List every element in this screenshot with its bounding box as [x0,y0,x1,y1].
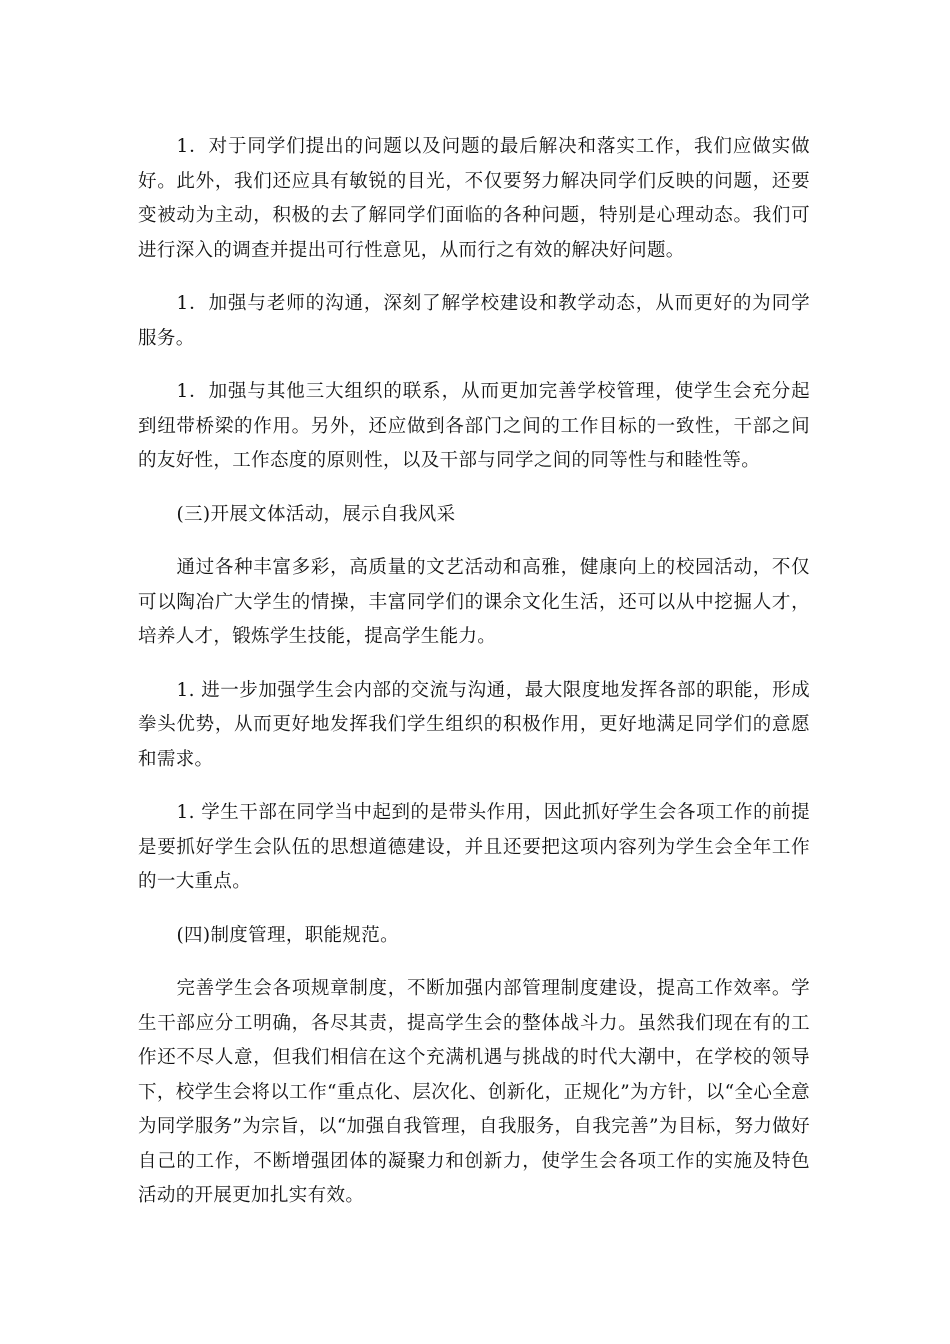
paragraph-internal-communication: 1. 进一步加强学生会内部的交流与沟通，最大限度地发挥各部的职能，形成拳头优势，从而更好地发挥我们学生组织的积极作用，更好地满足同学们的意愿和需求。 [138,679,810,770]
paragraph-organization-liaison: 1．加强与其他三大组织的联系，从而更加完善学校管理，使学生会充分起到纽带桥梁的作用。另外，还应做到各部门之间的工作目标的一致性，干部之间的友好性，工作态度的原则性，以及干部与同学之间的同等性与和睦性等。 [138,381,810,471]
paragraph-question-resolution: 1．对于同学们提出的问题以及问题的最后解决和落实工作，我们应做实做好。此外，我们还应具有敏锐的目光，不仅要努力解决同学们反映的问题，还要变被动为主动，积极的去了解同学们面临的各种问题，特别是心理动态。我们可进行深入的调查并提出可行性意见，从而行之有效的解决好问题。 [138,136,810,261]
paragraph-teacher-communication: 1．加强与老师的沟通，深刻了解学校建设和教学动态，从而更好的为同学服务。 [138,293,810,349]
paragraph-cultural-activities: 通过各种丰富多彩，高质量的文艺活动和高雅，健康向上的校园活动，不仅可以陶冶广大学生的情操，丰富同学们的课余文化生活，还可以从中挖掘人才，培养人才，锻炼学生技能，提高学生能力。 [138,557,810,647]
paragraph-regulations: 完善学生会各项规章制度，不断加强内部管理制度建设，提高工作效率。学生干部应分工明确，各尽其责，提高学生会的整体战斗力。虽然我们现在有的工作还不尽人意，但我们相信在这个充满机遇与挑战的时代大潮中，在学校的领导下，校学生会将以工作“重点化、层次化、创新化，正规化”为方针，以“全心全意为同学服务”为宗旨，以“加强自我管理，自我服务，自我完善”为目标，努力做好自己的工作，不断增强团体的凝聚力和创新力，使学生会各项工作的实施及特色活动的开展更加扎实有效。 [138,978,810,1206]
paragraph-cadre-role: 1. 学生干部在同学当中起到的是带头作用，因此抓好学生会各项工作的前提是要抓好学生会队伍的思想道德建设，并且还要把这项内容列为学生会全年工作的一大重点。 [138,802,810,892]
section-heading-4: (四)制度管理，职能规范。 [176,924,399,946]
section-heading-3: (三)开展文体活动，展示自我风采 [176,503,456,525]
document-body [138,130,810,1233]
